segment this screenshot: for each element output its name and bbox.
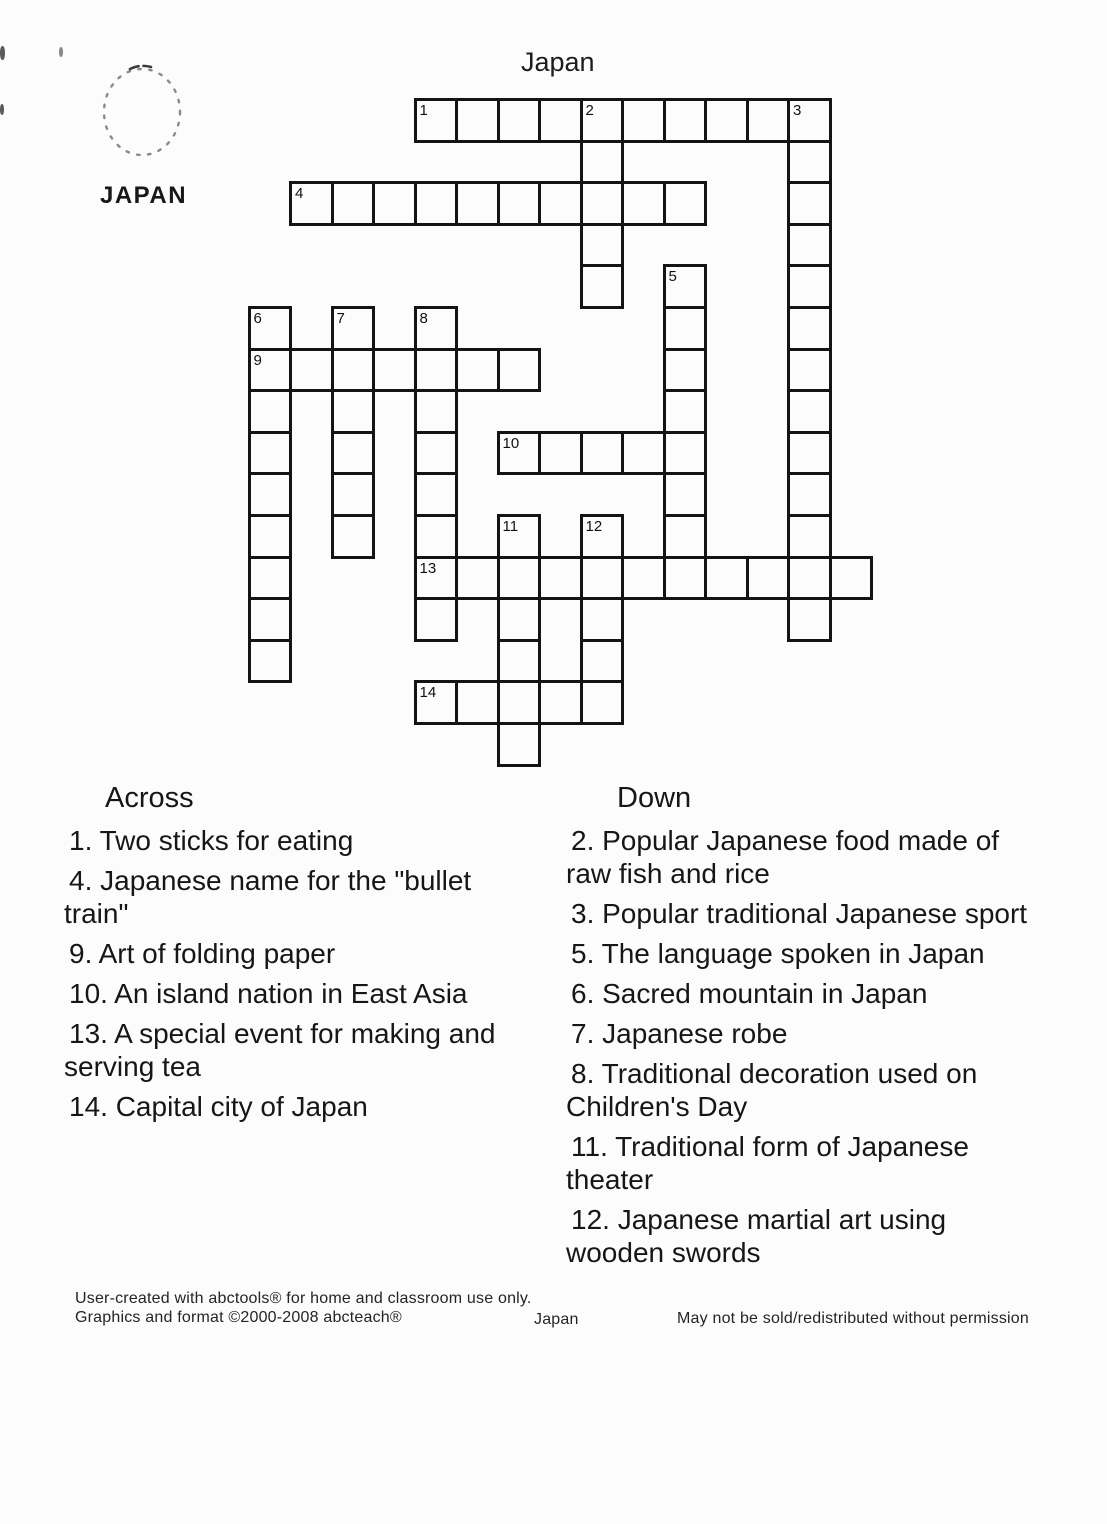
crossword-cell (787, 181, 832, 226)
crossword-cell (497, 639, 542, 684)
crossword-cell (414, 431, 459, 476)
crossword-cell (621, 98, 666, 143)
crossword-cell (787, 98, 832, 143)
clue: 6. Sacred mountain in Japan (571, 978, 928, 1009)
crossword-cell (704, 556, 749, 601)
crossword-cell (497, 348, 542, 393)
crossword-cell (580, 223, 625, 268)
crossword-cell (663, 431, 708, 476)
crossword-cell (663, 556, 708, 601)
crossword-cell (289, 348, 334, 393)
crossword-cell (414, 556, 459, 601)
crossword-cell (580, 597, 625, 642)
cell-number: 6 (253, 310, 262, 327)
crossword-cell (538, 431, 583, 476)
crossword-cell (580, 514, 625, 559)
clue: 1. Two sticks for eating (69, 825, 354, 856)
crossword-cell (248, 306, 293, 351)
crossword-cell (538, 98, 583, 143)
cell-number: 10 (502, 434, 520, 452)
crossword-cell (414, 514, 459, 559)
crossword-cell (538, 181, 583, 226)
clue: 4. Japanese name for the "bullet train" (64, 865, 472, 929)
down-clues-section (566, 782, 1044, 1276)
clue: 12. Japanese martial art using wooden swords (566, 1204, 947, 1268)
crossword-cell (787, 431, 832, 476)
crossword-cell (663, 98, 708, 143)
crossword-cell (787, 306, 832, 351)
cell-number: 11 (502, 518, 519, 535)
cell-number: 14 (419, 684, 437, 702)
crossword-cell (787, 556, 832, 601)
cell-number: 8 (419, 310, 428, 327)
crossword-cell (414, 597, 459, 642)
crossword-cell (829, 556, 874, 601)
cell-number: 13 (419, 559, 437, 577)
crossword-cell (704, 98, 749, 143)
crossword-cell (414, 306, 459, 351)
crossword-cell (580, 181, 625, 226)
crossword-cell (497, 556, 542, 601)
crossword-cell (248, 348, 293, 393)
crossword-cell (580, 431, 625, 476)
crossword-cell (621, 431, 666, 476)
scan-artifact (0, 46, 5, 60)
footer-usage-note: User-created with abctools® for home and classroom use only. (75, 1290, 532, 1307)
crossword-cell (663, 264, 708, 309)
crossword-cell (414, 98, 459, 143)
crossword-cell (414, 472, 459, 517)
crossword-cell (248, 431, 293, 476)
crossword-cell (787, 597, 832, 642)
crossword-cell (580, 140, 625, 185)
clue: 7. Japanese robe (571, 1018, 788, 1049)
crossword-cell (248, 639, 293, 684)
scan-artifact (0, 104, 4, 115)
crossword-cell (497, 680, 542, 725)
crossword-cell (580, 639, 625, 684)
crossword-cell (331, 348, 376, 393)
crossword-cell (497, 722, 542, 767)
cell-number: 4 (295, 185, 304, 203)
crossword-cell (497, 431, 542, 476)
crossword-cell (663, 181, 708, 226)
crossword-cell (414, 181, 459, 226)
crossword-cell (663, 514, 708, 559)
down-clues (566, 824, 1044, 1269)
clue: 5. The language spoken in Japan (571, 938, 985, 969)
crossword-cell (787, 514, 832, 559)
cell-number: 9 (253, 351, 262, 369)
crossword-cell (787, 348, 832, 393)
cell-number: 5 (668, 268, 677, 286)
crossword-cell (497, 98, 542, 143)
crossword-cell (331, 306, 376, 351)
clue: 2. Popular Japanese food made of raw fish and rice (566, 825, 1000, 889)
crossword-cell (580, 98, 625, 143)
crossword-cell (787, 223, 832, 268)
crossword-cell (248, 597, 293, 642)
cell-number: 12 (585, 518, 603, 535)
crossword-cell (414, 389, 459, 434)
crossword-cell (580, 264, 625, 309)
crossword-cell (580, 556, 625, 601)
footer-copyright: Graphics and format ©2000-2008 abcteach® (75, 1309, 402, 1326)
cell-number: 1 (419, 102, 428, 119)
crossword-cell (746, 98, 791, 143)
down-heading: Down (617, 782, 692, 814)
crossword-cell (538, 556, 583, 601)
crossword-cell (331, 389, 376, 434)
scan-artifact (59, 47, 63, 57)
crossword-cell (331, 181, 376, 226)
footer-document-title: Japan (534, 1311, 579, 1328)
crossword-cell (580, 680, 625, 725)
cell-number: 2 (585, 102, 594, 119)
crossword-cell (414, 680, 459, 725)
crossword-cell (248, 514, 293, 559)
crossword-cell (663, 306, 708, 351)
crossword-cell (787, 264, 832, 309)
crossword-cell (787, 389, 832, 434)
clue: 10. An island nation in East Asia (69, 978, 468, 1009)
crossword-cell (787, 472, 832, 517)
across-heading: Across (105, 782, 194, 814)
crossword-cell (331, 514, 376, 559)
crossword-cell (331, 472, 376, 517)
crossword-cell (497, 514, 542, 559)
clue: 13. A special event for making and serving tea (64, 1018, 496, 1082)
clue: 11. Traditional form of Japanese theater (566, 1131, 969, 1195)
crossword-cell (248, 556, 293, 601)
footer-rights-note: May not be sold/redistributed without permission (677, 1310, 1029, 1327)
crossword-cell (455, 556, 500, 601)
crossword-cell (497, 597, 542, 642)
crossword-cell (414, 348, 459, 393)
cell-number: 7 (336, 310, 345, 327)
crossword-cell (455, 348, 500, 393)
crossword-cell (663, 348, 708, 393)
crossword-cell (455, 680, 500, 725)
crossword-cell (372, 348, 417, 393)
clue: 3. Popular traditional Japanese sport (571, 898, 1028, 929)
clue: 8. Traditional decoration used on Children's Day (566, 1058, 978, 1122)
crossword-cell (331, 431, 376, 476)
crossword-cell (621, 181, 666, 226)
page-title: Japan (521, 47, 595, 77)
across-clues-section (64, 782, 534, 1130)
crossword-cell (289, 181, 334, 226)
crossword-cell (663, 389, 708, 434)
crossword-cell (455, 98, 500, 143)
crossword-cell (663, 472, 708, 517)
across-clues (64, 824, 534, 1123)
clue: 14. Capital city of Japan (69, 1091, 368, 1122)
crossword-cell (621, 556, 666, 601)
crossword-cell (538, 680, 583, 725)
crossword-cell (746, 556, 791, 601)
clue: 9. Art of folding paper (69, 938, 336, 969)
side-label-japan: JAPAN (100, 182, 188, 209)
crossword-cell (455, 181, 500, 226)
crossword-cell (497, 181, 542, 226)
crossword-cell (787, 140, 832, 185)
cell-number: 3 (793, 102, 802, 119)
crossword-cell (248, 389, 293, 434)
crossword-cell (248, 472, 293, 517)
crossword-cell (372, 181, 417, 226)
